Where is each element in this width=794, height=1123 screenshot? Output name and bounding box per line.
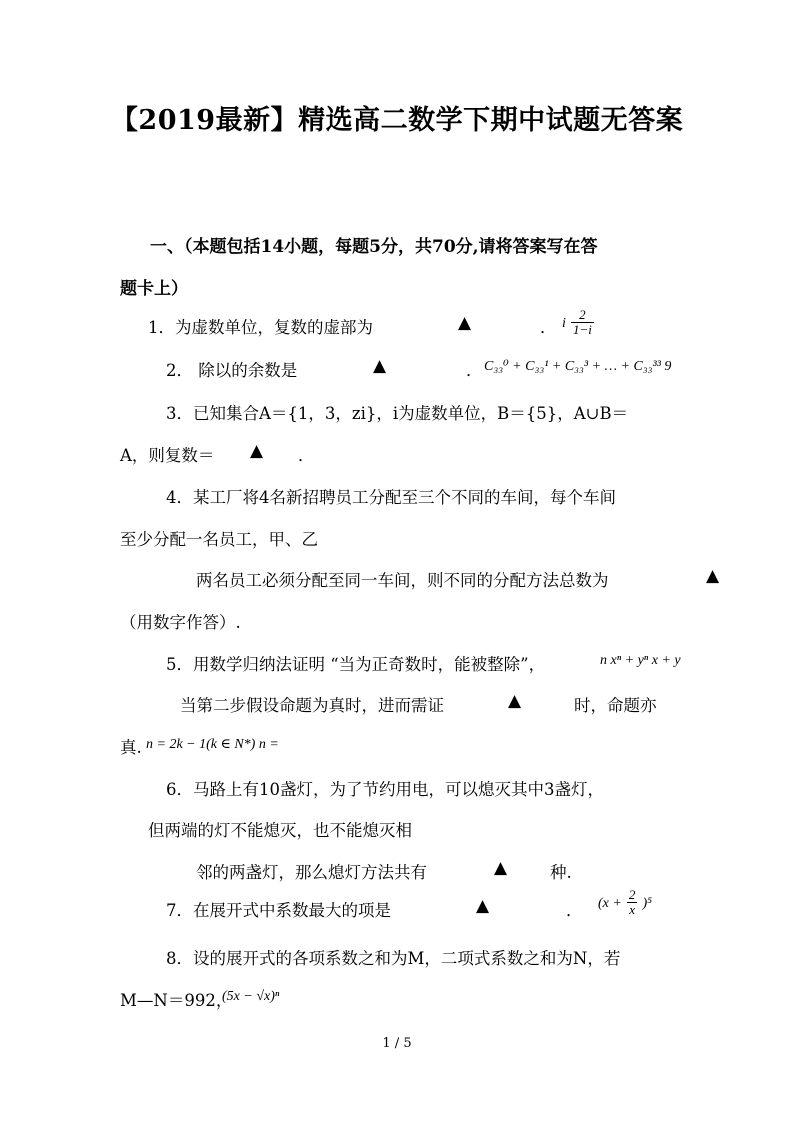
fraction: $\frac{2}{x}$: [628, 887, 636, 917]
question-4: 4．某工厂将4名新招聘员工分配至三个不同的车间，每个车间: [166, 488, 616, 507]
question-5-cont-tail: 时，命题亦: [574, 696, 657, 715]
fraction: $\frac{2}{1-i}$: [572, 307, 592, 337]
answer-blank-marker: ▲: [458, 313, 472, 333]
question-5-cont: 当第二步假设命题为真时，进而需证: [180, 696, 444, 715]
question-4-cont: 至少分配一名员工，甲、乙: [120, 530, 318, 549]
question-6-cont-tail: 种.: [550, 863, 572, 882]
question-8-cont: M—N＝992，: [120, 991, 233, 1010]
question-3-cont: A，则复数＝: [120, 446, 215, 465]
answer-blank-marker: ▲: [476, 896, 490, 916]
question-5-cont2: 真.: [120, 738, 142, 757]
question-8: 8．设的展开式的各项系数之和为M，二项式系数之和为N，若: [166, 949, 621, 968]
question-7: 7．在展开式中系数最大的项是: [166, 901, 391, 920]
question-1: 1．为虚数单位，复数的虚部为: [148, 318, 373, 337]
question-6-cont: 但两端的灯不能熄灭，也不能熄灭相: [148, 821, 412, 840]
question-3: 3．已知集合A＝{1，3，zi}，i为虚数单位，B＝{5}，A∪B＝: [166, 404, 629, 423]
page-number: 1 / 5: [382, 1036, 412, 1051]
answer-blank-marker: ▲: [508, 691, 522, 711]
question-2-period: ．: [466, 361, 483, 380]
answer-blank-marker: ▲: [706, 566, 720, 586]
page-title: 【2019最新】精选高二数学下期中试题无答案: [110, 105, 684, 136]
question-7-formula: (x + $\frac{2}{x}$ )⁵: [598, 887, 653, 917]
question-5-formula: n xⁿ + yⁿ x + y: [600, 653, 681, 668]
section-heading-cont: 题卡上）: [120, 279, 188, 299]
answer-blank-marker: ▲: [494, 858, 508, 878]
question-3-period: ．: [298, 446, 315, 465]
question-4-cont2: 两名员工必须分配至同一车间，则不同的分配方法总数为: [196, 571, 609, 590]
imag-unit: i: [562, 316, 566, 331]
answer-blank-marker: ▲: [250, 441, 264, 461]
question-6-cont2: 邻的两盏灯，那么熄灯方法共有: [196, 863, 427, 882]
question-6: 6．马路上有10盏灯，为了节约用电，可以熄灭其中3盏灯，: [166, 780, 604, 799]
question-2: 2． 除以的余数是: [166, 361, 298, 380]
section-heading: 一、（本题包括14小题，每题5分，共70分,请将答案写在答: [150, 237, 598, 257]
question-8-formula: (5x − √x)ⁿ: [222, 989, 280, 1004]
question-2-formula: C₃₃⁰ + C₃₃¹ + C₃₃³ + … + C₃₃³³ 9: [484, 359, 672, 374]
question-1-formula: [562, 308, 594, 337]
question-4-cont3: （用数字作答）.: [120, 613, 241, 632]
question-5: 5．用数学归纳法证明 “当为正奇数时，能被整除”，: [166, 655, 546, 674]
question-7-period: ．: [566, 901, 583, 920]
answer-blank-marker: ▲: [373, 356, 387, 376]
question-1-period: ．: [540, 318, 557, 337]
question-5-formula-2: n = 2k − 1(k ∈ N*) n =: [146, 737, 279, 752]
